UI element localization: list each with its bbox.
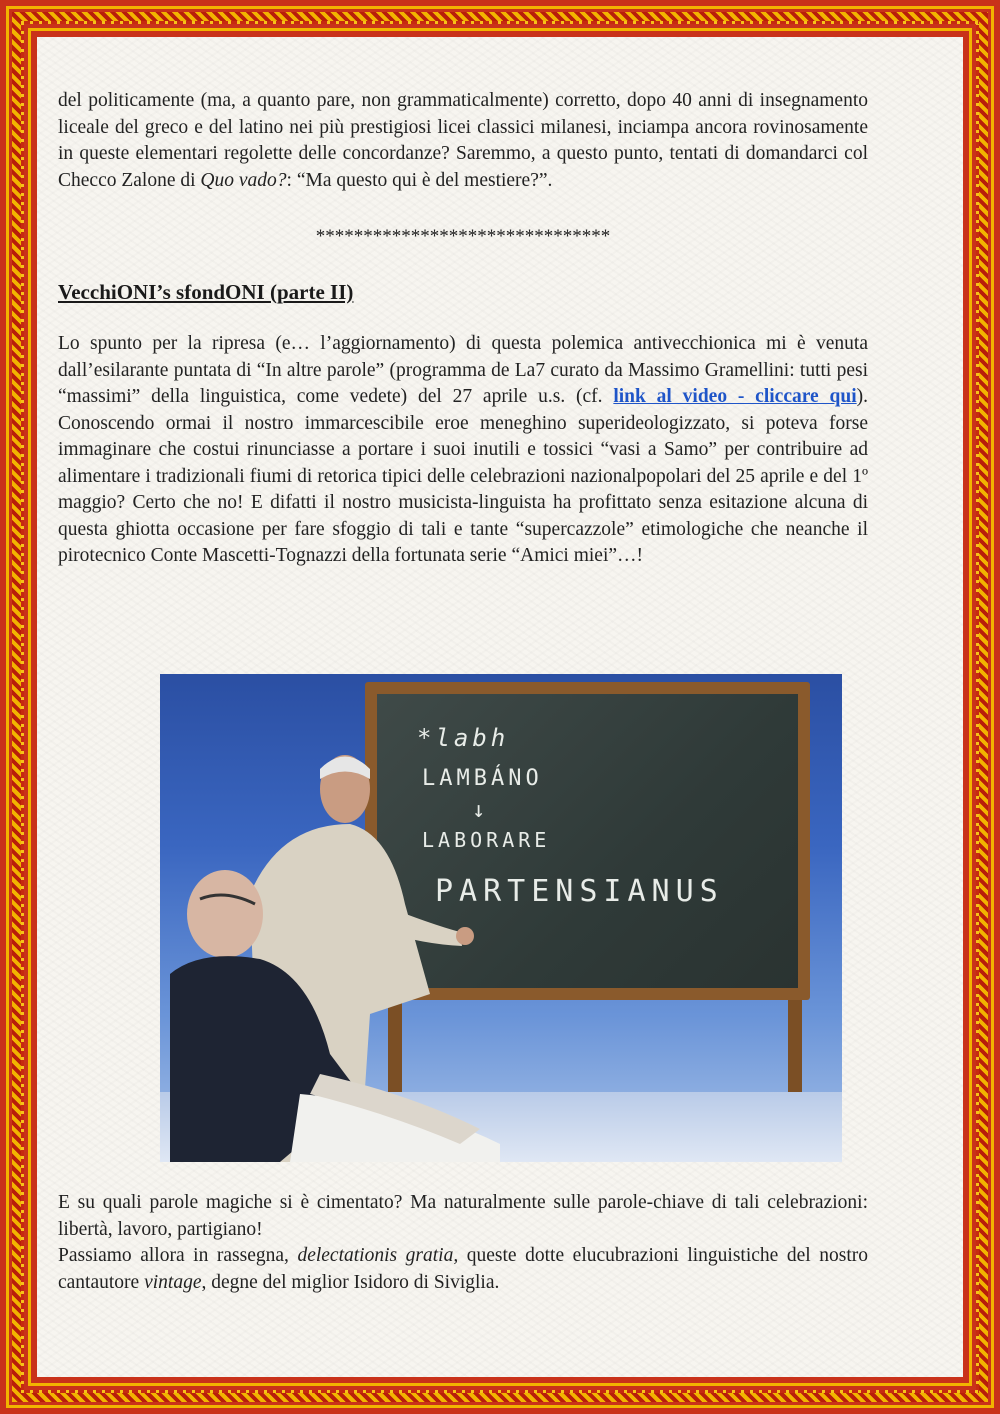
- document-body-continued: [58, 1190, 868, 1296]
- paragraph-4: Passiamo allora in rassegna, delectationis gratia, queste dotte elucubrazioni linguistiche del nostro cantautore vintage, degne del miglior Isidoro di Siviglia.: [58, 1245, 868, 1293]
- chalk-line-1: *labh: [417, 724, 510, 752]
- italic-latin-phrase: delectationis gratia,: [297, 1245, 459, 1266]
- chalk-line-4: PARTENSIANUS: [435, 874, 724, 909]
- paragraph-1: del politicamente (ma, a quanto pare, non grammaticalmente) corretto, dopo 40 anni di insegnamento liceale del greco e del latino nei più prestigiosi licei classici milanesi, inciampa ancora rovinosamente in queste elementari regolette delle concordanze? Saremmo, a questo punto, tentati di domandarci col Checco Zalone di Quo vado?: “Ma questo qui è del mestiere?”.: [58, 90, 868, 191]
- document-body: [58, 88, 868, 570]
- section-heading: VecchiONI’s sfondONI (parte II): [58, 279, 354, 304]
- italic-movie-title: Quo vado?: [200, 169, 287, 191]
- video-link[interactable]: link al video - cliccare qui: [613, 386, 857, 407]
- section-separator: *******************************: [315, 226, 611, 247]
- tv-screenshot-image: [160, 674, 842, 1162]
- people-illustration: [160, 674, 842, 1162]
- italic-vintage: vintage: [144, 1271, 202, 1293]
- paragraph-3: E su quali parole magiche si è cimentato? Ma naturalmente sulle parole-chiave di tali celebrazioni: libertà, lavoro, partigiano!: [58, 1192, 868, 1240]
- chalk-arrow: ↓: [472, 798, 490, 823]
- chalk-line-3: LABORARE: [422, 828, 551, 852]
- chalk-line-2: LAMBÁNO: [422, 766, 543, 791]
- paragraph-2: Lo spunto per la ripresa (e… l’aggiornamento) di questa polemica antivecchionica mi è venuta dall’esilarante puntata di “In altre parole” (programma de La7 curato da Massimo Gramellini: tutti pesi “massimi” della linguistica, come vedete) del 27 aprile u.s. (cf. link al video - cliccare qui). Conoscendo ormai il nostro immarcescibile eroe meneghino superideologizzato, si poteva forse immaginare che costui rinunciasse a portare i suoi inutili e tossici “vasi a Samo” per contribuire ad alimentare i tradizionali fiumi di retorica tipici delle celebrazioni nazionalpopolari del 25 aprile e del 1º maggio? Certo che no! E difatti il nostro musicista-linguista ha profittato senza esitazione alcuna di questa ghiotta occasione per fare sfoggio di tali e tante “supercazzole” etimologiche che neanche il pirotecnico Conte Mascetti-Tognazzi della fortunata serie “Amici miei”…!: [58, 333, 868, 566]
